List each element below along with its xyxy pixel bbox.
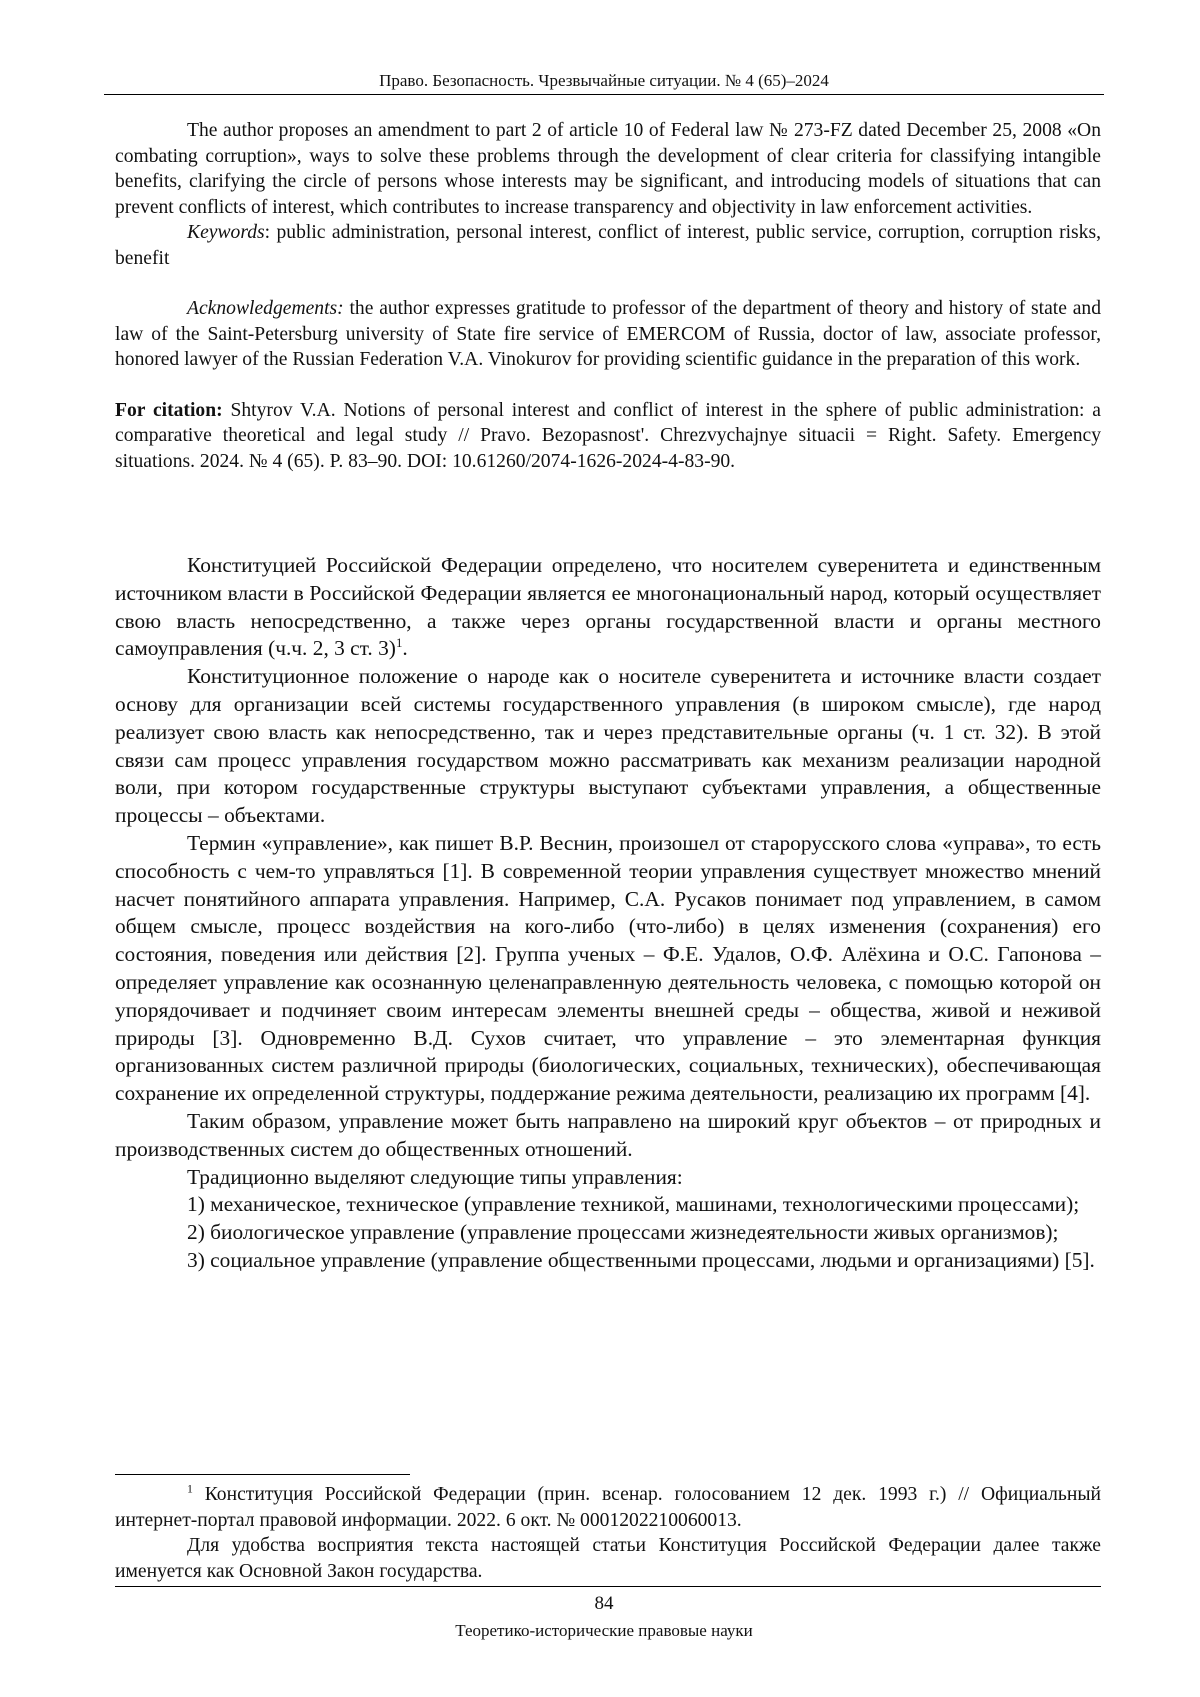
acknowledgements-text: the author expresses gratitude to professor of the department of theory and history of state and law of the Saint-Petersburg university of State fire service of EMERCOM of Russia, doctor of law, associate professor, honored lawyer of the Russian Federation V.A. Vinokurov for providing scientific guidance in the preparation of this work. — [115, 298, 1101, 370]
citation-paragraph — [115, 398, 1101, 475]
footnote-1-text: Конституция Российской Федерации (прин. всенар. голосованием 12 дек. 1993 г.) // Официальный интернет-портал правовой информации. 2022. 6 окт. № 0001202210060013. — [115, 1484, 1101, 1531]
footnotes-section — [115, 1482, 1101, 1584]
keywords-text: : public administration, personal interest, conflict of interest, public service, corruption, corruption risks, benefit — [115, 222, 1101, 269]
body-paragraph: Традиционно выделяют следующие типы управления: — [187, 1164, 683, 1189]
acknowledgements-label: Acknowledgements: — [187, 298, 344, 319]
keywords-paragraph — [115, 220, 1101, 271]
citation-text: Shtyrov V.A. Notions of personal interest and conflict of interest in the sphere of public administration: a comparative theoretical and legal study // Pravo. Bezopasnost'. Chrezvychajnye situacii = Right. Safety. Emergency situations. 2024. № 4 (65). P. 83–90. DOI: 10.61260/2074-1626-2024-4-83-90. — [115, 399, 1101, 472]
body-paragraph: Термин «управление», как пишет В.Р. Веснин, произошел от старорусского слова «управа», то есть способность с чем-то управляться [1]. В современной теории управления существует множество мнений насчет понятийного аппарата управления. Например, С.А. Русаков понимает под управлением, в самом общем смысле, процесс воздействия на кого-либо (что-либо) в целях изменения (сохранения) его состояния, поведения или действия [2]. Группа ученых – Ф.Е. Удалов, О.Ф. Алёхина и О.С. Гапонова – определяет управление как осознанную целенаправленную деятельность человека, с помощью которой он упорядочивает и подчиняет своим интересам элементы внешней среды – общества, живой и неживой природы [3]. Одновременно В.Д. Сухов считает, что управление – это элементарная функция организованных систем различной природы (биологических, социальных, технических), обеспечивающая сохранение их определенной структуры, поддержание режима деятельности, реализацию их программ [4]. — [115, 830, 1101, 1106]
running-header: Право. Безопасность. Чрезвычайные ситуации. № 4 (65)–2024 — [379, 71, 829, 90]
body-paragraph — [115, 552, 1101, 663]
footer-divider — [115, 1586, 1101, 1587]
footnote-divider — [115, 1474, 410, 1475]
list-item: 1) механическое, техническое (управление техникой, машинами, технологическими процессами); — [187, 1192, 1080, 1217]
citation-label: For citation: — [115, 399, 223, 421]
article-body — [115, 552, 1101, 1275]
list-item: 2) биологическое управление (управление процессами жизнедеятельности живых организмов); — [187, 1220, 1059, 1245]
spacer — [115, 373, 1101, 398]
page-number: 84 — [594, 1593, 614, 1614]
abstract-section — [115, 118, 1101, 474]
body-paragraph-end: . — [402, 636, 408, 661]
body-paragraph: Конституционное положение о народе как о носителе суверенитета и источнике власти создает основу для организации всей системы государственного управления (в широком смысле), где народ реализует свою власть как непосредственно, так и через представительные органы (ч. 1 ст. 32). В этой связи сам процесс управления государством можно рассматривать как механизм реализации народной воли, при котором государственные структуры выступают субъектами управления, а общественные процессы – объектами. — [115, 664, 1101, 828]
section-footer: Теоретико-исторические правовые науки — [455, 1621, 753, 1640]
header-divider — [104, 94, 1104, 95]
spacer — [115, 271, 1101, 296]
footnote-1-note: Для удобства восприятия текста настоящей статьи Конституция Российской Федерации далее также именуется как Основной Закон государства. — [115, 1535, 1101, 1582]
acknowledgements-paragraph — [115, 296, 1101, 373]
footnote-ref[interactable]: 1 — [395, 636, 403, 651]
footnote-1 — [115, 1482, 1101, 1533]
body-paragraph-text: Конституцией Российской Федерации определено, что носителем суверенитета и единственным источником власти в Российской Федерации является ее многонациональный народ, который осуществляет свою власть непосредственно, а также через органы государственной власти и органы местного самоуправления (ч.ч. 2, 3 ст. 3) — [115, 553, 1101, 661]
keywords-label: Keywords — [187, 222, 265, 243]
body-paragraph: Таким образом, управление может быть направлено на широкий круг объектов – от природных и производственных систем до общественных отношений. — [115, 1108, 1101, 1161]
list-item: 3) социальное управление (управление общественными процессами, людьми и организациями) [5]. — [187, 1247, 1095, 1272]
abstract-amendment: The author proposes an amendment to part 2 of article 10 of Federal law № 273-FZ dated December 25, 2008 «On combating corruption», ways to solve these problems through the development of clear criteria for classifying intangible benefits, clarifying the circle of persons whose interests may be significant, and introducing models of situations that can prevent conflicts of interest, which contributes to increase transparency and objectivity in law enforcement activities. — [115, 120, 1101, 218]
footnote-mark: 1 — [187, 1482, 193, 1496]
